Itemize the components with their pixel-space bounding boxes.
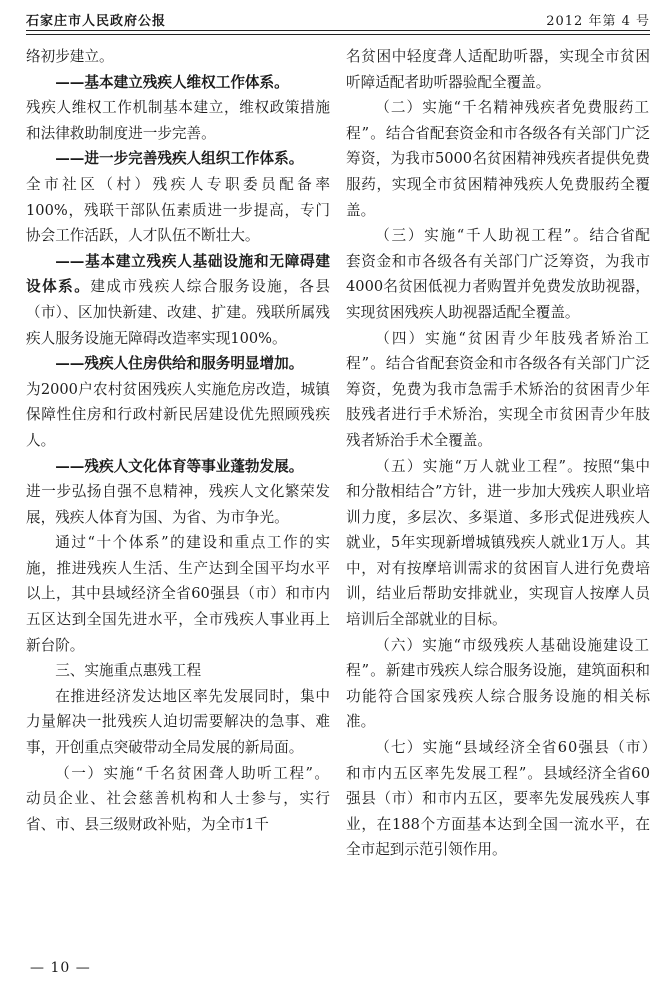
paragraph-text: 为2000户农村贫困残疾人实施危房改造，城镇保障性住房和行政村新民居建设优先照顾残疾人。 (26, 380, 330, 449)
paragraph (26, 172, 330, 249)
paragraph (26, 95, 330, 146)
section-heading: ——基本建立残疾人基础设施和无障碍建设体系。 (26, 252, 330, 296)
paragraph (26, 44, 330, 70)
paragraph (346, 44, 650, 95)
paragraph (26, 479, 330, 530)
page-number: — 10 — (30, 960, 91, 976)
paragraph (26, 249, 330, 351)
section-heading: ——进一步完善残疾人组织工作体系。 (55, 150, 304, 168)
paragraph (346, 223, 650, 325)
item-heading: （五）实施“万人就业工程”。 (375, 457, 584, 475)
paragraph (346, 735, 650, 863)
header-rule-thick (26, 30, 650, 31)
paragraph (26, 377, 330, 454)
paragraph-text: 县域经济全省60强县（市）和市内五区，要率先发展残疾人事业，在188个方面基本达到全国一流水平，在全市起到示范引领作用。 (346, 764, 650, 859)
section-heading: ——基本建立残疾人维权工作体系。 (55, 73, 289, 91)
paragraph (26, 146, 330, 172)
paragraph-text: 新建市残疾人综合服务设施，建筑面积和功能符合国家残疾人综合服务设施的相关标准。 (346, 662, 650, 731)
paragraph (26, 530, 330, 658)
paragraph (26, 684, 330, 761)
section-heading: ——残疾人住房供给和服务明显增加。 (55, 355, 304, 373)
paragraph-text: 结合省配套资金和市各级各有关部门广泛筹资，为我市5000名贫困精神残疾者提供免费服药，实现全市贫困精神残疾人免费服药全覆盖。 (346, 124, 650, 219)
paragraph-text: 结合省配套资金和市各级各有关部门广泛筹资，为我市4000名贫困低视力者购置并免费发放助视器，实现贫困残疾人助视器适配全覆盖。 (346, 227, 650, 321)
paragraph-text: 按照“集中和分散相结合”方针，进一步加大残疾人职业培训力度，多层次、多渠道、多形式促进残疾人就业，5年实现新增城镇残疾人就业1万人。其中，对有按摩培训需求的贫困盲人进行免费培训，结业后帮助安排就业，实现盲人按摩人员培训后全部就业的目标。 (346, 457, 650, 629)
item-heading: （一）实施“千名贫困聋人助听工程”。 (55, 764, 330, 782)
right-column (346, 44, 650, 863)
left-column (26, 44, 330, 837)
paragraph (26, 658, 330, 684)
item-heading: （四）实施“贫困青少年肢残者矫治工程”。 (346, 329, 650, 373)
paragraph-text: 进一步弘扬自强不息精神，残疾人文化繁荣发展，残疾人体育为国、为省、为市争光。 (26, 483, 330, 526)
paragraph (26, 454, 330, 480)
paragraph-text: 全市社区（村）残疾人专职委员配备率100%，残联干部队伍素质进一步提高，专门协会工作活跃，人才队伍不断壮大。 (26, 175, 330, 245)
publication-title: 石家庄市人民政府公报 (26, 14, 167, 29)
item-heading: （三）实施“千人助视工程”。 (375, 227, 590, 245)
paragraph-text: 络初步建立。 (26, 48, 114, 65)
item-heading: （六）实施“市级残疾人基础设施建设工程”。 (346, 636, 650, 680)
item-heading: （二）实施“千名精神残疾者免费服药工程”。 (346, 99, 650, 142)
paragraph-text: 名贫困中轻度聋人适配助听器，实现全市贫困听障适配者助听器验配全覆盖。 (346, 48, 650, 91)
paragraph (346, 454, 650, 633)
paragraph (26, 70, 330, 96)
paragraph (26, 351, 330, 377)
paragraph-text: 通过“十个体系”的建设和重点工作的实施，推进残疾人生活、生产达到全国平均水平以上，其中县域经济全省60强县（市）和市内五区达到全国先进水平，全市残疾人事业再上新台阶。 (26, 534, 330, 654)
paragraph (346, 95, 650, 223)
paragraph-text: 残疾人维权工作机制基本建立，维权政策措施和法律救助制度进一步完善。 (26, 99, 330, 142)
issue-number: 2012 年第 4 号 (546, 14, 650, 29)
paragraph (346, 633, 650, 735)
page-header (26, 8, 650, 30)
item-heading: （七）实施“县域经济全省60强县（市）和市内五区率先发展工程”。 (346, 739, 650, 782)
paragraph-text: 结合省配套资金和市各级各有关部门广泛筹资，免费为我市急需手术矫治的贫困青少年肢残者进行手术矫治，实现全市贫困青少年肢残者矫治手术全覆盖。 (346, 355, 650, 449)
section-heading: ——残疾人文化体育等事业蓬勃发展。 (55, 457, 304, 475)
paragraph-text: 动员企业、社会慈善机构和人士参与，实行省、市、县三级财政补贴，为全市1千 (26, 790, 330, 833)
paragraph-text: 三、实施重点惠残工程 (55, 662, 202, 680)
header-rule-thin (26, 34, 650, 35)
paragraph (346, 326, 650, 454)
paragraph (26, 761, 330, 838)
paragraph-text: 建成市残疾人综合服务设施，各县（市）、区加快新建、改建、扩建。残联所属残疾人服务设施无障碍改造率实现100%。 (26, 278, 330, 347)
paragraph-text: 在推进经济发达地区率先发展同时，集中力量解决一批残疾人迫切需要解决的急事、难事，开创重点突破带动全局发展的新局面。 (26, 687, 330, 757)
